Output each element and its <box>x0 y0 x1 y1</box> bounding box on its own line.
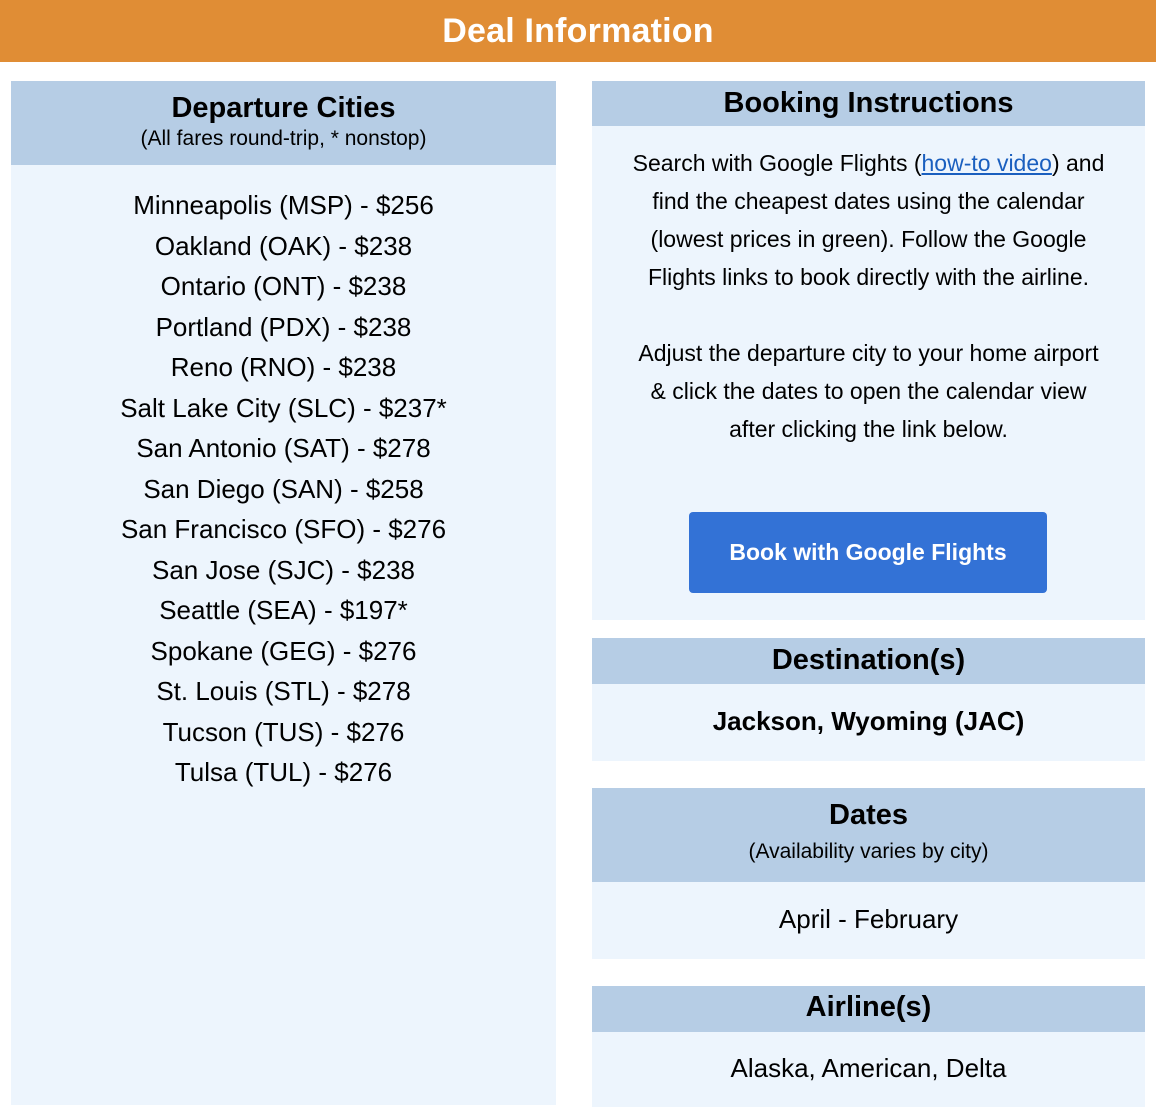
city-item: St. Louis (STL) - $278 <box>156 676 411 706</box>
booking-instructions-header <box>592 81 1145 126</box>
city-item: Ontario (ONT) - $238 <box>160 271 407 301</box>
booking-instructions-panel <box>592 81 1145 620</box>
city-item: Salt Lake City (SLC) - $237* <box>120 392 447 423</box>
airlines-header <box>592 986 1145 1032</box>
city-item: Minneapolis (MSP) - $256 <box>133 190 434 220</box>
departure-cities-subtitle: (All fares round-trip, * nonstop) <box>140 127 427 150</box>
dates-subtitle: (Availability varies by city) <box>748 840 989 863</box>
city-item: Tucson (TUS) - $276 <box>162 716 405 747</box>
city-item: Tulsa (TUL) - $276 <box>174 757 393 787</box>
city-item: San Antonio (SAT) - $278 <box>136 433 431 463</box>
city-item: San Diego (SAN) - $258 <box>143 473 424 504</box>
city-item: Portland (PDX) - $238 <box>155 311 412 342</box>
instructions-text-start: Search with Google Flights ( <box>632 150 922 176</box>
departure-city-list <box>11 165 556 793</box>
deal-title: Deal Information <box>442 11 714 50</box>
booking-instructions-title: Booking Instructions <box>723 87 1014 119</box>
how-to-video-link[interactable]: how-to video <box>921 150 1052 176</box>
booking-instructions-text <box>592 126 1145 296</box>
deal-banner <box>0 0 1156 62</box>
city-item: Spokane (GEG) - $276 <box>150 635 417 666</box>
book-with-google-flights-button[interactable]: Book with Google Flights <box>689 512 1047 593</box>
departure-cities-header <box>11 81 556 165</box>
booking-adjust-text: Adjust the departure city to your home airport & click the dates to open the calendar view after clicking the link below. <box>638 340 1099 442</box>
dates-title: Dates <box>829 799 908 831</box>
city-item: San Jose (SJC) - $238 <box>151 554 415 585</box>
city-item: Seattle (SEA) - $197* <box>159 595 408 625</box>
departure-cities-title: Departure Cities <box>171 92 396 124</box>
destination-header <box>592 638 1145 684</box>
destination-title: Destination(s) <box>771 644 966 676</box>
airlines-panel <box>592 986 1145 1107</box>
destination-value: Jackson, Wyoming (JAC) <box>712 706 1025 736</box>
instructions-text-end: ) and find the cheapest dates using the calendar (lowest prices in green). Follow the Google Flights links to book directly with the airline. <box>647 150 1105 290</box>
airlines-title: Airline(s) <box>805 991 932 1023</box>
departure-cities-panel <box>11 81 556 1105</box>
airlines-value: Alaska, American, Delta <box>730 1053 1007 1083</box>
dates-value: April - February <box>778 904 959 934</box>
destination-panel <box>592 638 1145 761</box>
dates-header <box>592 788 1145 882</box>
dates-panel <box>592 788 1145 959</box>
city-item: Reno (RNO) - $238 <box>170 352 397 382</box>
city-item: Oakland (OAK) - $238 <box>154 230 413 261</box>
city-item: San Francisco (SFO) - $276 <box>120 514 447 544</box>
